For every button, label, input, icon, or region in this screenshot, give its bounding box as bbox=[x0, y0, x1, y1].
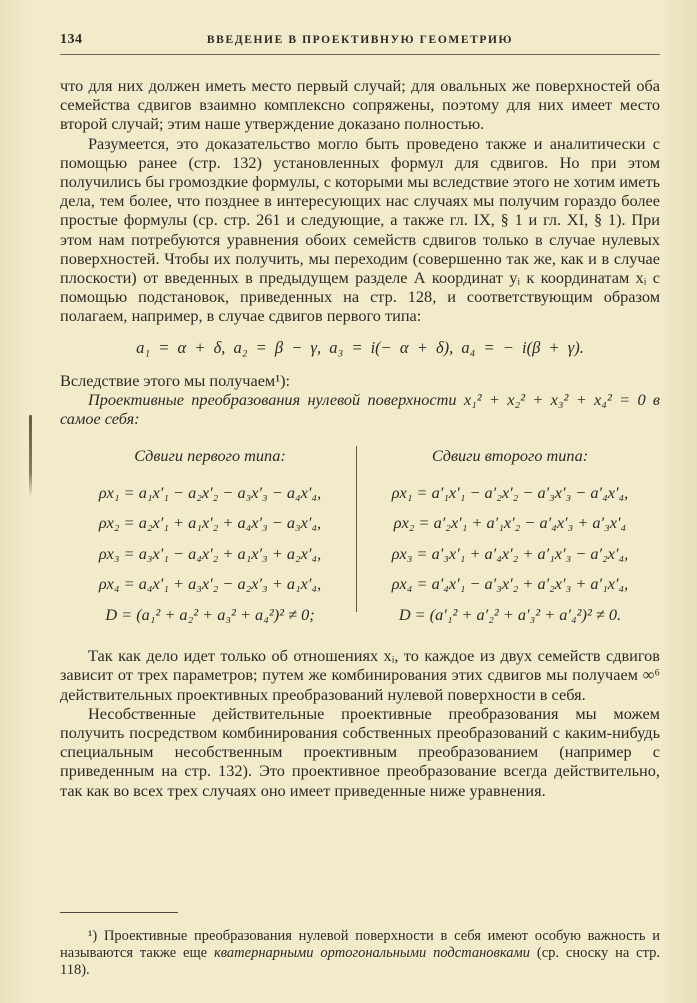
equation: ρx₂ = a₂x′₁ + a₁x′₂ + a₄x′₃ − a₃x′₄, bbox=[98, 513, 322, 533]
paragraph-5: Несобственные действительные проективные преобразования мы можем получить посредством комбинирования собственных преобразований с каким-нибудь специальным несобственным проективным преобразованием (например с приведенным на стр. 132). Это проективное преобразование всегда действительно, так как во всех трех случаях оно имеет приведенные ниже уравнения. bbox=[60, 703, 660, 800]
running-title: ВВЕДЕНИЕ В ПРОЕКТИВНУЮ ГЕОМЕТРИЮ bbox=[206, 34, 514, 46]
paragraph-3: Вследствие этого мы получаем¹): bbox=[60, 370, 291, 390]
equation: ρx₂ = a′₂x′₁ + a′₁x′₂ − a′₄x′₃ + a′₃x′₄ bbox=[393, 513, 627, 533]
column-divider bbox=[356, 446, 357, 612]
equation: ρx₃ = a′₃x′₁ + a′₄x′₂ + a′₁x′₃ − a′₂x′₄, bbox=[391, 543, 629, 563]
footnote-rule bbox=[60, 912, 178, 913]
equation: ρx₃ = a₃x′₁ − a₄x′₂ + a₁x′₃ + a₂x′₄, bbox=[98, 543, 322, 563]
margin-pencil-mark bbox=[29, 415, 32, 497]
shift-equations bbox=[60, 446, 660, 630]
shifts-first-type bbox=[60, 446, 360, 630]
determinant-equation: D = (a′₁² + a′₂² + a′₃² + a′₄²)² ≠ 0. bbox=[398, 604, 622, 624]
equation: ρx₄ = a′₄x′₁ − a′₃x′₂ + a′₂x′₃ + a′₁x′₄, bbox=[391, 574, 629, 594]
footnote-text: Проективные преобразования нулевой поверхности в себя имеют особую важность и называются также еще bbox=[60, 928, 661, 961]
footnote-marker: ¹) bbox=[88, 928, 98, 944]
paragraph-4: Так как дело идет только об отношениях xᵢ, то каждое из двух семейств сдвигов зависит от трех параметров; путем же комбинирования этих сдвигов мы получаем ∞⁶ действительных проективных преобразований нулевой поверхности в себя. bbox=[60, 646, 660, 704]
second-type-heading: Сдвиги второго типа: bbox=[431, 446, 589, 466]
determinant-equation: D = (a₁² + a₂² + a₃² + a₄²)² ≠ 0; bbox=[105, 604, 315, 624]
footnote bbox=[60, 928, 660, 979]
paragraph-2: Разумеется, это доказательство могло быть проведено также и аналитически с помощью ранее (стр. 132) установленных формул для сдвигов. Но при этом получились бы громоздкие формулы, с которыми мы вследствие этого не хотим иметь дела, тем более, что позднее в интересующих нас случаях мы получим гораздо более простые формулы (ср. стр. 261 и следующие, а также гл. IX, § 1 и гл. XI, § 1). При этом нам потребуются уравнения обоих семейств сдвигов только в случае нулевых поверхностей. Чтобы их получить, мы переходим (совершенно так же, как и в случае плоскости) от введенных в предыдущем разделе А координат yᵢ к координатам xᵢ с помощью подстановок, приведенных на стр. 128, и соответствующим образом полагаем, например, в случае сдвигов первого типа: bbox=[60, 133, 660, 326]
page-header bbox=[60, 32, 660, 52]
header-rule bbox=[60, 54, 660, 55]
footnote-text-end: (ср. сноску на стр. 118). bbox=[60, 945, 660, 978]
shifts-second-type bbox=[360, 446, 660, 630]
substitution-formula: a₁ = α + δ, a₂ = β − γ, a₃ = i(− α + δ), a₄ = − i(β + γ). bbox=[136, 337, 584, 357]
paragraph-1: что для них должен иметь место первый случай; для овальных же поверхностей оба семейства сдвигов взаимно комплексно сопряжены, поэтому для них имеет место второй случай; этим наше утверждение доказано полностью. bbox=[60, 76, 660, 134]
equation: ρx₁ = a′₁x′₁ − a′₂x′₂ − a′₃x′₃ − a′₄x′₄, bbox=[391, 482, 629, 502]
first-type-heading: Сдвиги первого типа: bbox=[134, 446, 286, 466]
equation: ρx₁ = a₁x′₁ − a₂x′₂ − a₃x′₃ − a₄x′₄, bbox=[98, 482, 322, 502]
page-number: 134 bbox=[60, 32, 83, 47]
theorem-caption: Проективные преобразования нулевой поверхности x₁² + x₂² + x₃² + x₄² = 0 в самое себя: bbox=[60, 390, 660, 429]
footnote-italic-term: кватернарными ортогональными подстановками bbox=[213, 945, 530, 961]
body-text bbox=[60, 76, 660, 800]
equation: ρx₄ = a₄x′₁ + a₃x′₂ − a₂x′₃ + a₁x′₄, bbox=[98, 574, 322, 594]
